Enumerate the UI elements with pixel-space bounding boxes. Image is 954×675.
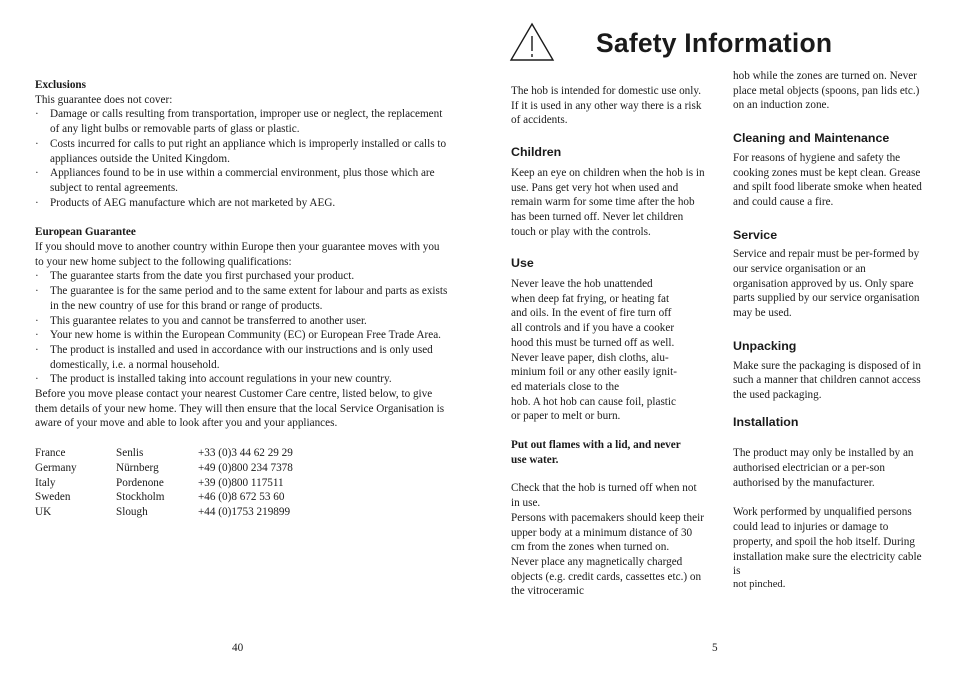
country-cell: Italy (35, 476, 56, 489)
country-cell: Germany (35, 461, 77, 474)
city-cell: Stockholm (116, 491, 165, 504)
phone-cell: +46 (0)8 672 53 60 (198, 491, 285, 504)
exclusions-intro: This guarantee does not cover: (35, 93, 173, 106)
installation-body-3: not pinched. (733, 578, 786, 590)
warning-triangle-icon (509, 22, 555, 62)
list-item: · Your new home is within the European Community (EC) or European Free Trade Area. (35, 329, 441, 342)
list-item: · The guarantee starts from the date you first purchased your product. (35, 270, 355, 283)
check-turned-off: Check that the hob is turned off when not in use. (511, 482, 697, 510)
use-heading: Use (511, 256, 534, 271)
table-row (35, 476, 293, 491)
city-cell: Slough (116, 505, 148, 518)
table-row (35, 461, 293, 476)
list-item: · Appliances found to be in use within a commercial environment, plus those which are subject to rental agreements. (35, 167, 435, 194)
use-body: Never leave the hob unattended when deep fat frying, or heating fat and oils. In the event of fire turn off all controls and if you have a cooker hood this must be turned off as well. Never leave paper, dish cloths, alu- minium foil or any other easily ignit- ed materials close to the hob. A hot hob can cause foil, plastic or paper to melt or burn. (511, 278, 677, 423)
list-item: · Costs incurred for calls to put right an appliance which is improperly installed or calls to appliances outside the United Kingdom. (35, 137, 447, 165)
children-heading: Children (511, 145, 562, 160)
list-item: · Damage or calls resulting from transportation, improper use or neglect, the replacement of any light bulbs or removable parts of glass or plastic. (35, 108, 443, 136)
installation-heading: Installation (733, 414, 799, 429)
exclusions-section (35, 78, 450, 210)
city-cell: Pordenone (116, 476, 164, 489)
intro-paragraph: The hob is intended for domestic use only. If it is used in any other way there is a risk of accidents. (511, 85, 702, 127)
installation-body-2: Work performed by unqualified persons could lead to injuries or damage to property, and spoil the hob itself. During installation make sure the electricity cable is (733, 506, 922, 578)
installation-body-1: The product may only be installed by an authorised electrician or a per-son authorised by the manufacturer. (733, 447, 914, 489)
children-body: Keep an eye on children when the hob is in use. Pans get very hot when used and remain warm for some time after the hob has been turned off. Never let children touch or play with the controls. (511, 166, 705, 238)
cleaning-body: For reasons of hygiene and safety the cooking zones must be kept clean. Grease and spilt food liberate smoke when heated and could cause a fire. (733, 151, 922, 208)
european-guarantee-outro: Before you move please contact your nearest Customer Care centre, listed below, to give them details of your new home. They will then ensure that the local Service Organisation is aware of your move and able to look after you and your appliances. (35, 388, 445, 430)
cleaning-heading: Cleaning and Maintenance (733, 131, 890, 146)
european-guarantee-heading: European Guarantee (35, 226, 136, 239)
left-page-number: 40 (232, 642, 244, 654)
customer-care-table (35, 446, 293, 520)
right-page-number: 5 (712, 642, 718, 654)
list-item: · The guarantee is for the same period and to the same extent for labour and parts as exists in the new country of use for this brand or range of products. (35, 285, 448, 312)
continued-paragraph: hob while the zones are turned on. Never place metal objects (spoons, pan lids etc.) on an induction zone. (733, 70, 920, 112)
european-guarantee-intro: If you should move to another country within Europe then your guarantee moves with you to your new home subject to the following qualifications: (35, 241, 440, 268)
table-row (35, 446, 293, 461)
flames-warning: Put out flames with a lid, and never use water. (511, 439, 681, 466)
exclusions-heading: Exclusions (35, 79, 86, 91)
table-row (35, 490, 293, 505)
magnetic-objects-note: Never place any magnetically charged objects (e.g. credit cards, cassettes etc.) on the vitroceramic (511, 555, 702, 598)
table-row (35, 505, 293, 520)
phone-cell: +33 (0)3 44 62 29 29 (198, 447, 293, 460)
phone-cell: +49 (0)800 234 7378 (198, 461, 293, 474)
phone-cell: +44 (0)1753 219899 (198, 505, 291, 518)
list-item: · The product is installed taking into account regulations in your new country. (35, 373, 392, 386)
service-body: Service and repair must be per-formed by our service organisation or an organisation approved by us. Only spare parts supplied by our service organisation may be used. (733, 248, 920, 320)
page-title: Safety Information (596, 28, 833, 58)
right-column-1 (511, 84, 707, 599)
unpacking-body: Make sure the packaging is disposed of in such a manner that children cannot access the used packaging. (733, 359, 921, 401)
city-cell: Senlis (116, 447, 144, 460)
country-cell: France (35, 447, 66, 460)
country-cell: Sweden (35, 491, 71, 504)
list-item: · Products of AEG manufacture which are not marketed by AEG. (35, 196, 336, 209)
pacemakers-note: Persons with pacemakers should keep their upper body at a minimum distance of 30 cm from the zones when turned on. (511, 511, 704, 554)
country-cell: UK (35, 505, 52, 518)
list-item: · This guarantee relates to you and cannot be transferred to another user. (35, 314, 367, 327)
unpacking-heading: Unpacking (733, 338, 797, 353)
city-cell: Nürnberg (116, 461, 159, 474)
right-column-2 (733, 69, 923, 590)
list-item: · The product is installed and used in accordance with our instructions and is only used domestically, i.e. a normal household. (35, 343, 433, 371)
service-heading: Service (733, 227, 778, 242)
left-page (35, 78, 450, 520)
european-guarantee-section (35, 225, 450, 431)
phone-cell: +39 (0)800 117511 (198, 476, 284, 489)
